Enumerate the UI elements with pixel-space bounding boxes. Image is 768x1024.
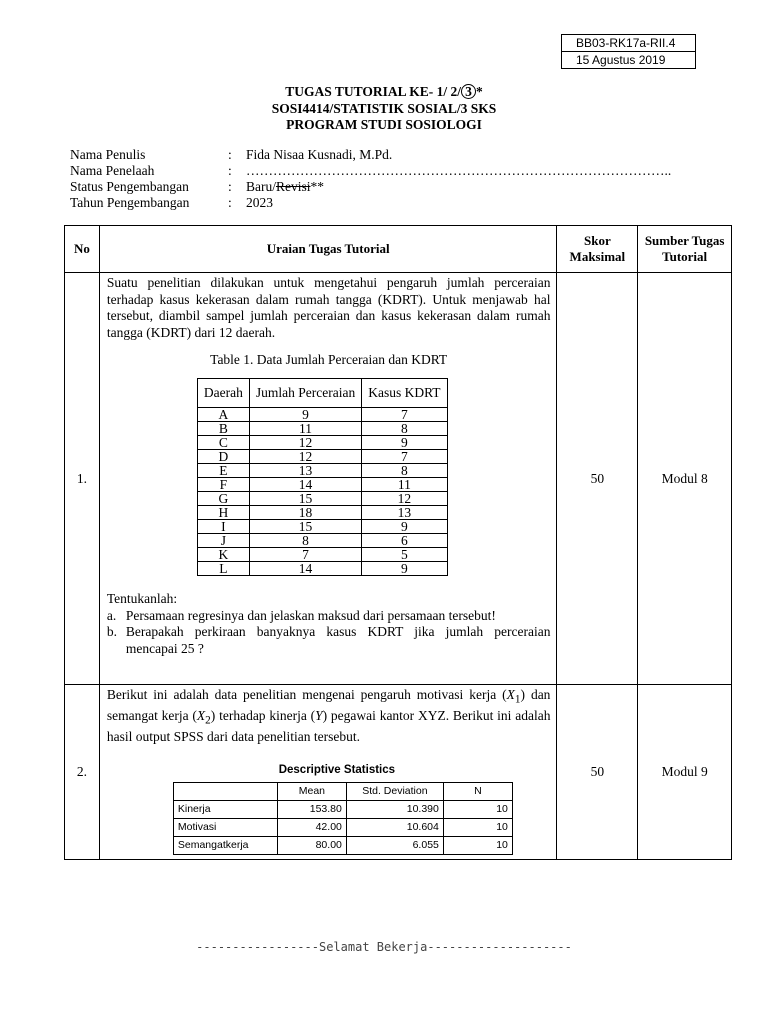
title-line-2: SOSI4414/STATISTIK SOSIAL/3 SKS bbox=[271, 101, 497, 116]
task-2-sumber: Modul 9 bbox=[638, 685, 732, 860]
table-row: E 13 8 bbox=[197, 464, 447, 478]
task-row-2 bbox=[65, 685, 732, 860]
task-1-skor: 50 bbox=[557, 273, 638, 685]
closing-footer: -----------------Selamat Bekerja-------------------- bbox=[196, 940, 572, 954]
table-row: K 7 5 bbox=[197, 548, 447, 562]
table-row: G 15 12 bbox=[197, 492, 447, 506]
task-2-skor: 50 bbox=[557, 685, 638, 860]
table-row: B 11 8 bbox=[197, 422, 447, 436]
spss-row: Kinerja 153.80 10.390 10 bbox=[173, 800, 512, 818]
table-1-caption: Table 1. Data Jumlah Perceraian dan KDRT bbox=[210, 352, 448, 367]
task-2-intro: Berikut ini adalah data penelitian mengenai pengaruh motivasi kerja $(X_1)$ dan semangat kerja $(X_2)$ terhadap kinerja (Y) pegawai kantor XYZ. Berikut ini adalah hasil output SPSS dari data penelitian tersebut. bbox=[106, 687, 551, 745]
spss-row: Semangatkerja 80.00 6.055 10 bbox=[173, 836, 512, 854]
kdrt-table-header: Daerah Jumlah Perceraian Kasus KDRT bbox=[197, 379, 447, 408]
document-date: 15 Agustus 2019 bbox=[562, 51, 695, 68]
task-1-prompt: Tentukanlah: bbox=[106, 591, 178, 606]
header-no: No bbox=[65, 226, 100, 273]
document-code-box bbox=[561, 34, 696, 69]
task-1-intro: Suatu penelitian dilakukan untuk mengetahui pengaruh jumlah perceraian terhadap kasus kekerasan dalam rumah tangga (KDRT). Untuk menjawab hal tersebut, diambil sampel jumlah perceraian dan kasus kekerasan dalam rumah tangga (KDRT) dari 12 daerah. bbox=[106, 275, 551, 340]
question-a: a. Persamaan regresinya dan jelaskan maksud dari persamaan tersebut! bbox=[106, 607, 496, 623]
header-skor: Skor Maksimal bbox=[557, 226, 638, 273]
header-uraian: Uraian Tugas Tutorial bbox=[99, 226, 557, 273]
task-row-1 bbox=[65, 273, 732, 685]
task-2-content bbox=[99, 685, 557, 860]
task-1-content bbox=[99, 273, 557, 685]
task-1-no: 1. bbox=[65, 273, 100, 685]
table-row: A 9 7 bbox=[197, 408, 447, 422]
spss-title: Descriptive Statistics bbox=[278, 763, 396, 776]
circled-number: 3 bbox=[461, 84, 476, 99]
spss-descriptive-table bbox=[173, 782, 513, 855]
task-1-questions bbox=[107, 608, 551, 658]
header-sumber: Sumber Tugas Tutorial bbox=[638, 226, 732, 273]
tutorial-task-table bbox=[64, 225, 732, 860]
task-1-sumber: Modul 8 bbox=[638, 273, 732, 685]
table-row: L 14 9 bbox=[197, 562, 447, 576]
spss-header-row: Mean Std. Deviation N bbox=[173, 782, 512, 800]
spss-row: Motivasi 42.00 10.604 10 bbox=[173, 818, 512, 836]
title-line-3: PROGRAM STUDI SOSIOLOGI bbox=[286, 117, 482, 132]
struck-revisi: Revisi bbox=[276, 179, 311, 194]
table-row: C 12 9 bbox=[197, 436, 447, 450]
table-row: F 14 11 bbox=[197, 478, 447, 492]
question-b: b. Berapakah perkiraan banyaknya kasus KDRT jika jumlah perceraian mencapai 25 ? bbox=[106, 624, 551, 656]
kdrt-data-table bbox=[197, 378, 448, 576]
table-row: D 12 7 bbox=[197, 450, 447, 464]
table-row: J 8 6 bbox=[197, 534, 447, 548]
table-header-row bbox=[65, 226, 732, 273]
table-row: I 15 9 bbox=[197, 520, 447, 534]
table-row: H 18 13 bbox=[197, 506, 447, 520]
document-code: BB03-RK17a-RII.4 bbox=[576, 36, 676, 50]
task-2-no: 2. bbox=[65, 685, 100, 860]
title-line-1: TUGAS TUTORIAL KE- 1/ 2/ 3 * bbox=[285, 84, 483, 99]
